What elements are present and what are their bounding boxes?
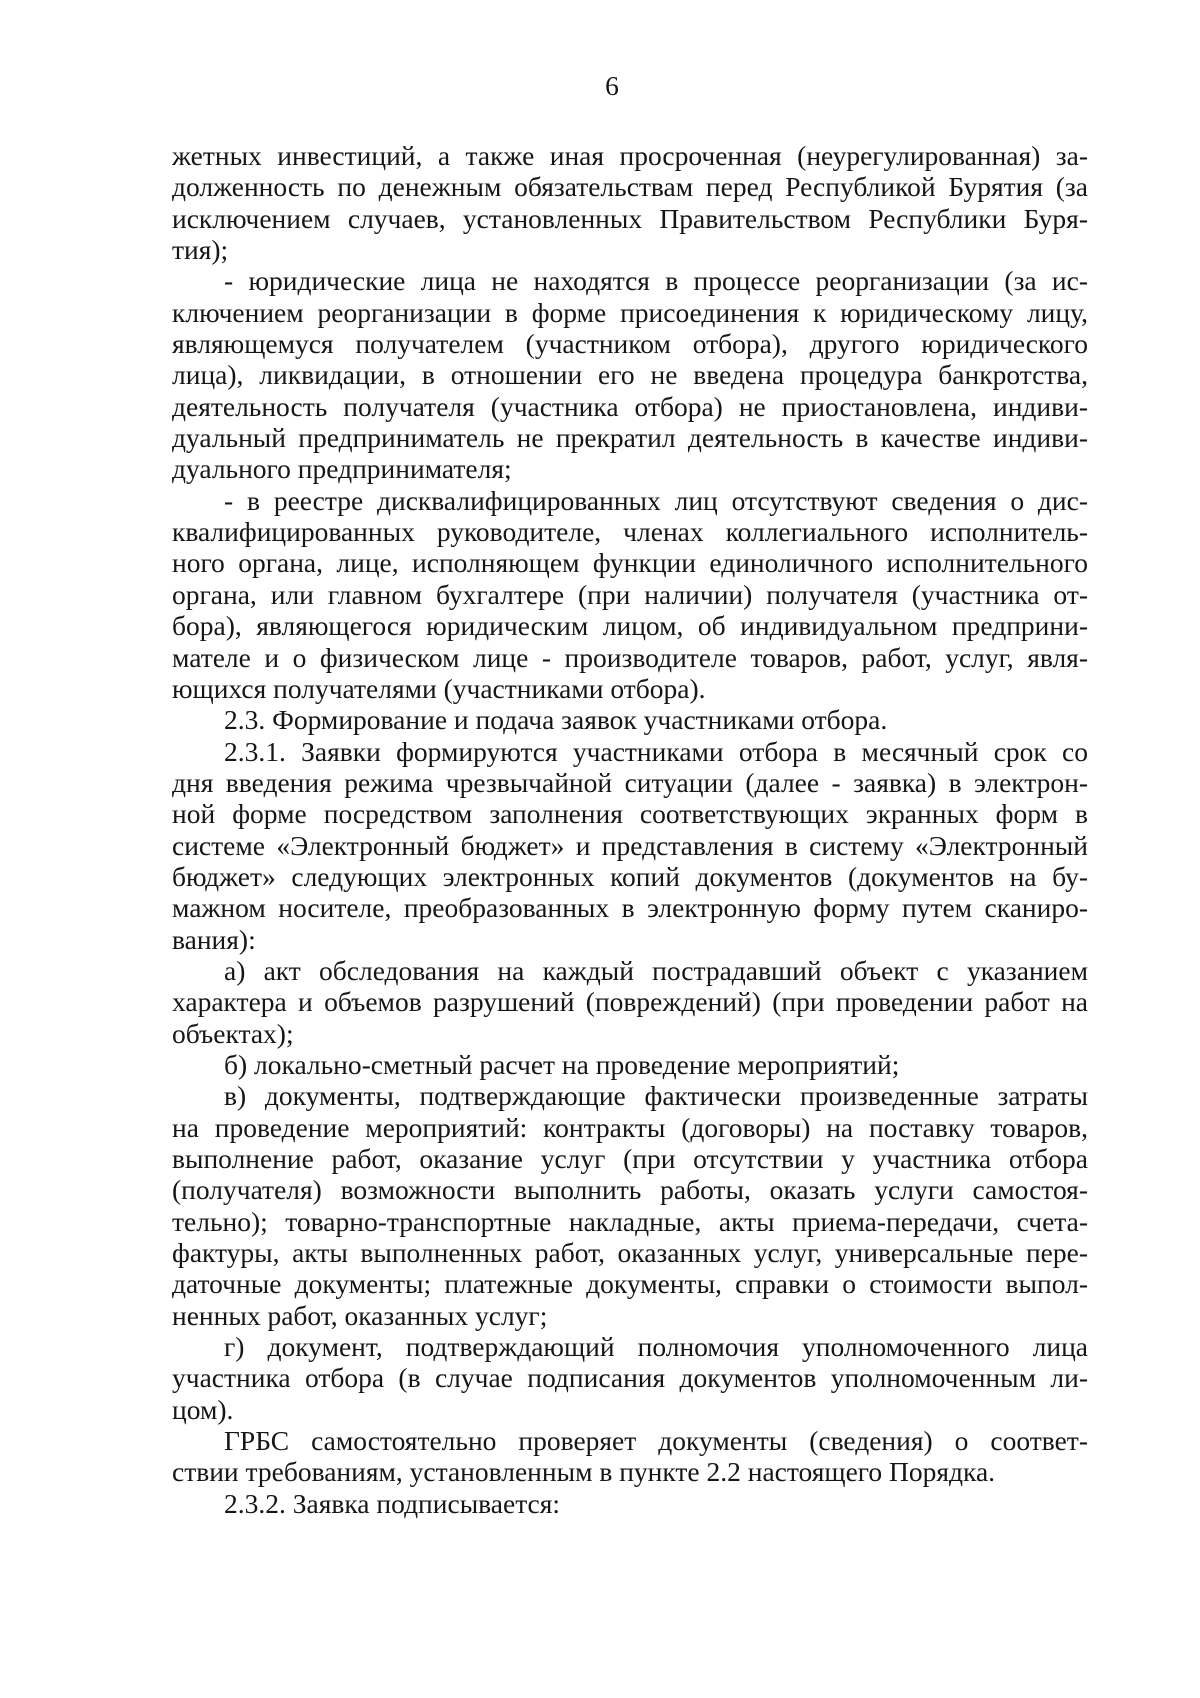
text-line: тельно); товарно-транспортные накладные, акты приема-передачи, счета- (172, 1205, 1088, 1237)
text-line: а) акт обследования на каждый пострадавший объект с указанием (224, 954, 1088, 986)
text-line: лица), ликвидации, в отношении его не введена процедура банкротства, (172, 359, 1088, 391)
text-line: ного органа, лице, исполняющем функции единоличного исполнительного (172, 547, 1088, 579)
text-line: органа, или главном бухгалтере (при наличии) получателя (участника от- (172, 578, 1088, 610)
list-item-a (172, 955, 1088, 1049)
text-line: тия); (172, 234, 229, 266)
text-line: деятельность получателя (участника отбора) не приостановлена, индиви- (172, 390, 1088, 422)
text-line: мажном носителе, преобразованных в электронную форму путем сканиро- (172, 892, 1088, 924)
text-line: являющемуся получателем (участником отбора), другого юридического (172, 328, 1088, 360)
section-heading-2-3 (172, 704, 1088, 735)
text-line: г) документ, подтверждающий полномочия уполномоченного лица (224, 1331, 1088, 1363)
text-line: системе «Электронный бюджет» и представления в систему «Электронный (172, 829, 1088, 861)
text-line: ной форме посредством заполнения соответствующих экранных форм в (172, 798, 1088, 830)
list-item-g (172, 1331, 1088, 1425)
text-line: - юридические лица не находятся в процессе реорганизации (за ис- (224, 265, 1088, 297)
text-line: дуального предпринимателя; (172, 453, 512, 485)
paragraph-disqualified-registry (172, 485, 1088, 704)
text-line: (получателя) возможности выполнить работы, оказать услуги самостоя- (172, 1174, 1088, 1206)
paragraph-2-3-2 (172, 1488, 1088, 1519)
text-line: на проведение мероприятий: контракты (договоры) на поставку товаров, (172, 1111, 1088, 1143)
text-line: жетных инвестиций, а также иная просроченная (неурегулированная) за- (172, 140, 1088, 171)
text-line: в) документы, подтверждающие фактически произведенные затраты (224, 1080, 1088, 1112)
text-line: ющихся получателями (участниками отбора). (172, 672, 706, 704)
text-line: бюджет» следующих электронных копий документов (документов на бу- (172, 860, 1088, 892)
text-line: цом). (172, 1393, 234, 1425)
text-line: бора), являющегося юридическим лицом, об индивидуальном предприни- (172, 610, 1088, 642)
list-item-v (172, 1080, 1088, 1331)
text-line: ненных работ, оказанных услуг; (172, 1299, 548, 1331)
text-line: квалифицированных руководителе, членах коллегиального исполнитель- (172, 516, 1088, 548)
paragraph-2-3-1 (172, 736, 1088, 955)
text-line: б) локально-сметный расчет на проведение мероприятий; (224, 1048, 900, 1080)
page-number: 6 (605, 70, 619, 101)
text-line: выполнение работ, оказание услуг (при отсутствии у участника отбора (172, 1143, 1088, 1174)
text-line: 2.3. Формирование и подача заявок участниками отбора. (224, 704, 888, 736)
text-line: - в реестре дисквалифицированных лиц отсутствуют сведения о дис- (224, 484, 1088, 516)
paragraph-legal-entities (172, 265, 1088, 484)
text-line: вания): (172, 923, 256, 955)
text-line: исключением случаев, установленных Правительством Республики Буря- (172, 202, 1088, 234)
text-line: ГРБС самостоятельно проверяет документы (сведения) о соответ- (224, 1425, 1088, 1457)
text-line: дня введения режима чрезвычайной ситуации (далее - заявка) в электрон- (172, 766, 1088, 798)
document-body (172, 140, 1088, 1519)
text-line: дуальный предприниматель не прекратил деятельность в качестве индиви- (172, 422, 1088, 454)
text-line: даточные документы; платежные документы, справки о стоимости выпол- (172, 1268, 1088, 1300)
text-line: ствии требованиям, установленным в пункте 2.2 настоящего Порядка. (172, 1456, 996, 1488)
text-line: мателе и о физическом лице - производителе товаров, работ, услуг, явля- (172, 641, 1088, 673)
list-item-b (172, 1049, 1088, 1080)
paragraph-continuation (172, 140, 1088, 265)
text-line: характера и объемов разрушений (повреждений) (при проведении работ на (172, 986, 1088, 1018)
text-line: фактуры, акты выполненных работ, оказанных услуг, универсальные пере- (172, 1237, 1088, 1269)
text-line: долженность по денежным обязательствам перед Республикой Бурятия (за (172, 171, 1088, 203)
text-line: участника отбора (в случае подписания документов уполномоченным ли- (172, 1362, 1088, 1394)
text-line: ключением реорганизации в форме присоединения к юридическому лицу, (172, 296, 1088, 328)
text-line: объектах); (172, 1017, 294, 1049)
paragraph-grbs (172, 1425, 1088, 1488)
text-line: 2.3.1. Заявки формируются участниками отбора в месячный срок со (224, 735, 1088, 767)
text-line: 2.3.2. Заявка подписывается: (224, 1487, 561, 1519)
